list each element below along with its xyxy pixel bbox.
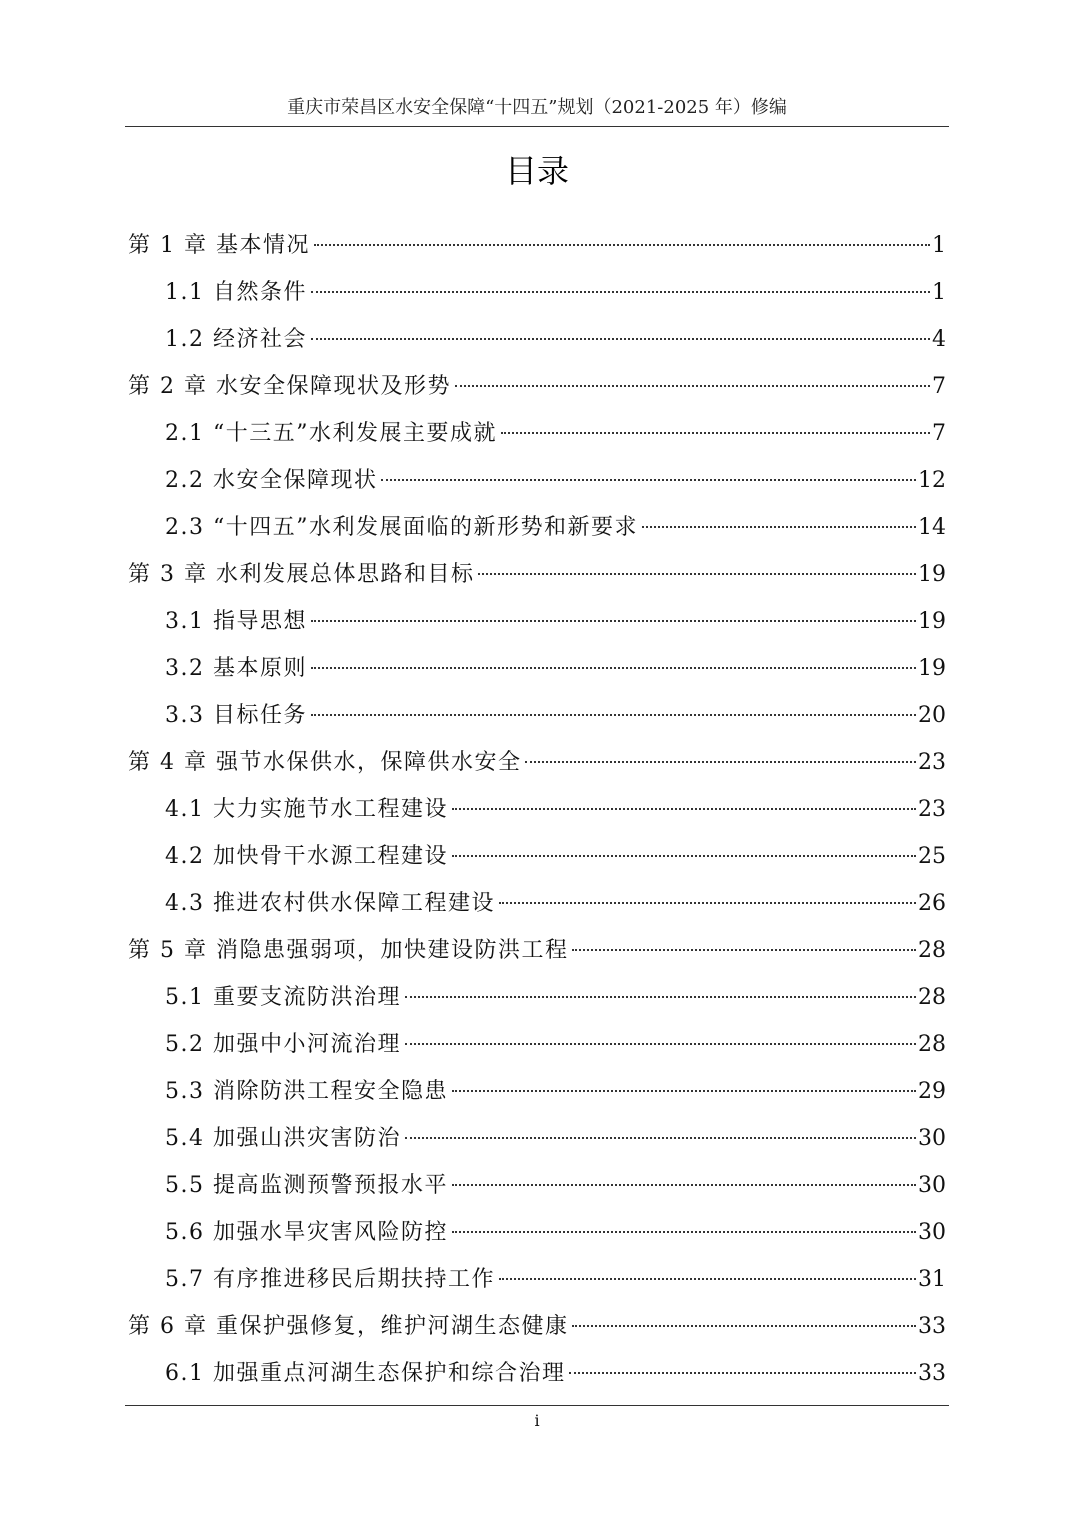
- toc-chapter-entry[interactable]: [128, 551, 946, 598]
- toc-section-entry[interactable]: [128, 974, 946, 1021]
- toc-entry-label: 第 4 章 强节水保供水，保障供水安全: [128, 750, 522, 775]
- toc-section-entry[interactable]: [128, 786, 946, 833]
- dot-leader: [405, 996, 916, 998]
- toc-entry-page: 4: [932, 327, 946, 352]
- dot-leader: [572, 1325, 916, 1327]
- dot-leader: [478, 573, 916, 575]
- toc-entry-page: 25: [918, 844, 946, 869]
- toc-entry-label: 第 2 章 水安全保障现状及形势: [128, 374, 451, 399]
- toc-chapter-entry[interactable]: [128, 1303, 946, 1350]
- toc-entry-label: 5.7 有序推进移民后期扶持工作: [165, 1267, 495, 1292]
- toc-section-entry[interactable]: [128, 410, 946, 457]
- toc-section-entry[interactable]: [128, 269, 946, 316]
- toc-entry-page: 23: [918, 797, 946, 822]
- toc-chapter-entry[interactable]: [128, 222, 946, 269]
- toc-section-entry[interactable]: [128, 1209, 946, 1256]
- dot-leader: [525, 761, 916, 763]
- toc-entry-label: 2.3 “十四五”水利发展面临的新形势和新要求: [165, 515, 638, 540]
- toc-entry-page: 19: [918, 562, 946, 587]
- toc-entry-label: 第 3 章 水利发展总体思路和目标: [128, 562, 475, 587]
- toc-entry-label: 6.1 加强重点河湖生态保护和综合治理: [165, 1361, 566, 1386]
- table-of-contents: [128, 222, 946, 1397]
- toc-entry-label: 5.6 加强水旱灾害风险防控: [165, 1220, 448, 1245]
- toc-entry-page: 33: [918, 1361, 946, 1386]
- dot-leader: [452, 1090, 916, 1092]
- toc-entry-label: 5.1 重要支流防洪治理: [165, 985, 401, 1010]
- toc-entry-label: 1.2 经济社会: [165, 327, 307, 352]
- dot-leader: [311, 620, 916, 622]
- toc-entry-label: 3.2 基本原则: [165, 656, 307, 681]
- toc-section-entry[interactable]: [128, 1115, 946, 1162]
- toc-entry-page: 1: [932, 233, 946, 258]
- toc-chapter-entry[interactable]: [128, 363, 946, 410]
- dot-leader: [642, 526, 916, 528]
- dot-leader: [452, 1184, 916, 1186]
- dot-leader: [501, 432, 930, 434]
- dot-leader: [452, 808, 916, 810]
- toc-entry-page: 7: [932, 421, 946, 446]
- toc-section-entry[interactable]: [128, 1256, 946, 1303]
- toc-section-entry[interactable]: [128, 1021, 946, 1068]
- toc-entry-page: 28: [918, 938, 946, 963]
- toc-section-entry[interactable]: [128, 692, 946, 739]
- toc-entry-label: 4.2 加快骨干水源工程建设: [165, 844, 448, 869]
- toc-entry-label: 5.2 加强中小河流治理: [165, 1032, 401, 1057]
- toc-entry-page: 14: [918, 515, 946, 540]
- toc-section-entry[interactable]: [128, 645, 946, 692]
- toc-entry-page: 33: [918, 1314, 946, 1339]
- toc-section-entry[interactable]: [128, 880, 946, 927]
- toc-entry-page: 30: [918, 1173, 946, 1198]
- dot-leader: [311, 291, 930, 293]
- toc-entry-page: 30: [918, 1220, 946, 1245]
- dot-leader: [405, 1043, 916, 1045]
- toc-section-entry[interactable]: [128, 1162, 946, 1209]
- dot-leader: [499, 902, 916, 904]
- toc-entry-page: 19: [918, 656, 946, 681]
- toc-entry-page: 12: [918, 468, 946, 493]
- toc-entry-page: 19: [918, 609, 946, 634]
- toc-entry-label: 2.1 “十三五”水利发展主要成就: [165, 421, 497, 446]
- dot-leader: [452, 1231, 916, 1233]
- footer-rule: [125, 1405, 949, 1406]
- toc-section-entry[interactable]: [128, 598, 946, 645]
- toc-entry-label: 4.3 推进农村供水保障工程建设: [165, 891, 495, 916]
- toc-entry-page: 7: [932, 374, 946, 399]
- toc-entry-label: 4.1 大力实施节水工程建设: [165, 797, 448, 822]
- dot-leader: [311, 667, 916, 669]
- toc-entry-page: 29: [918, 1079, 946, 1104]
- dot-leader: [455, 385, 930, 387]
- toc-entry-label: 2.2 水安全保障现状: [165, 468, 378, 493]
- dot-leader: [405, 1137, 916, 1139]
- dot-leader: [311, 338, 930, 340]
- toc-section-entry[interactable]: [128, 504, 946, 551]
- dot-leader: [499, 1278, 916, 1280]
- toc-entry-label: 5.3 消除防洪工程安全隐患: [165, 1079, 448, 1104]
- toc-entry-page: 28: [918, 1032, 946, 1057]
- dot-leader: [311, 714, 916, 716]
- toc-entry-page: 28: [918, 985, 946, 1010]
- toc-entry-label: 1.1 自然条件: [165, 280, 307, 305]
- page-title: 目录: [504, 152, 569, 190]
- toc-entry-page: 26: [918, 891, 946, 916]
- toc-section-entry[interactable]: [128, 833, 946, 880]
- toc-entry-label: 5.5 提高监测预警预报水平: [165, 1173, 448, 1198]
- dot-leader: [381, 479, 916, 481]
- toc-section-entry[interactable]: [128, 316, 946, 363]
- toc-section-entry[interactable]: [128, 1350, 946, 1397]
- toc-chapter-entry[interactable]: [128, 739, 946, 786]
- toc-section-entry[interactable]: [128, 457, 946, 504]
- toc-entry-page: 1: [932, 280, 946, 305]
- dot-leader: [452, 855, 916, 857]
- toc-entry-page: 30: [918, 1126, 946, 1151]
- dot-leader: [572, 949, 916, 951]
- page-number: i: [534, 1411, 540, 1430]
- toc-entry-label: 第 6 章 重保护强修复，维护河湖生态健康: [128, 1314, 569, 1339]
- toc-entry-label: 第 1 章 基本情况: [128, 233, 310, 258]
- toc-entry-label: 3.3 目标任务: [165, 703, 307, 728]
- toc-chapter-entry[interactable]: [128, 927, 946, 974]
- toc-entry-page: 23: [918, 750, 946, 775]
- dot-leader: [569, 1372, 916, 1374]
- toc-entry-label: 第 5 章 消隐患强弱项，加快建设防洪工程: [128, 938, 569, 963]
- toc-entry-page: 20: [918, 703, 946, 728]
- toc-entry-page: 31: [918, 1267, 946, 1292]
- toc-entry-label: 5.4 加强山洪灾害防治: [165, 1126, 401, 1151]
- header-rule: [125, 126, 949, 127]
- toc-entry-label: 3.1 指导思想: [165, 609, 307, 634]
- dot-leader: [314, 244, 930, 246]
- running-header: 重庆市荣昌区水安全保障“十四五”规划（2021-2025 年）修编: [287, 97, 787, 118]
- toc-section-entry[interactable]: [128, 1068, 946, 1115]
